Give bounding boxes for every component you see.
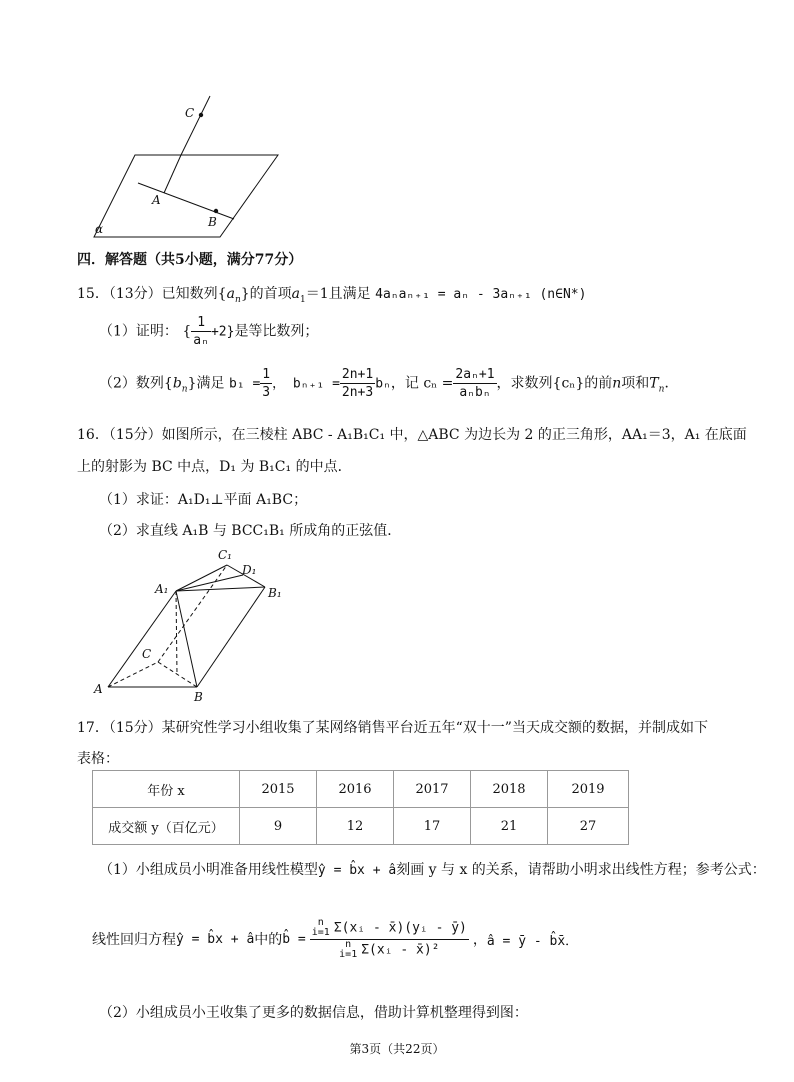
- q17-part1-text: （1）小组成员小明准备用线性模型: [99, 862, 318, 878]
- table-header-amount: 成交额 y（百亿元）: [93, 808, 240, 845]
- q15-cn-t: T: [649, 375, 659, 392]
- q15-b1-den: 3: [262, 385, 271, 400]
- q15-part1-num: 1: [191, 314, 211, 332]
- page-footer: 第3页（共22页）: [349, 1042, 445, 1056]
- q15-part1-den: aₙ: [193, 333, 209, 348]
- q15-cn-n: n: [612, 375, 622, 392]
- formula-numerator: Σ(xᵢ - x̄)(yᵢ - ȳ): [333, 920, 467, 936]
- formula-mid: 中的: [254, 932, 283, 948]
- table-cell: 27: [548, 808, 629, 845]
- table-cell: 12: [317, 808, 394, 845]
- label-c: C: [185, 106, 195, 120]
- q15-a1: a: [291, 286, 301, 302]
- q15-part2-text: }满足: [187, 375, 225, 392]
- q16-line2: 上的射影为 BC 中点，D₁ 为 B₁C₁ 的中点．: [77, 459, 352, 475]
- sum-bottom: i=1: [339, 948, 358, 960]
- sum-top: n: [317, 917, 324, 928]
- table-header-year: 年份 x: [93, 771, 240, 808]
- point-b: [214, 209, 218, 213]
- q15-cn-tail2: 项和: [621, 375, 650, 392]
- q15-b1-num: 1: [262, 367, 271, 382]
- plane-alpha: [94, 155, 278, 237]
- q17-line1: [77, 717, 708, 737]
- table-cell: 2016: [317, 771, 394, 808]
- q15-stem: 15．（13分）已知数列$\{a_n\}$的首项$a_1=1$且满足 4aₙaₙ₊₁ = aₙ - 3aₙ₊₁ (n∈N*): [77, 286, 587, 305]
- q16-part1: （1）求证：A₁D₁⊥平面 A₁BC；: [99, 492, 308, 508]
- q15-text: 已知数列{: [161, 286, 227, 302]
- q15-cn-end: ．: [664, 375, 679, 392]
- table-row: [93, 808, 629, 845]
- table-cell: 9: [240, 808, 317, 845]
- formula-denominator: Σ(xᵢ - x̄)²: [361, 942, 440, 957]
- q15-number: 15．: [77, 286, 109, 302]
- line-ac-upper: [181, 96, 210, 155]
- q17-text1: 某研究性学习小组收集了某网络销售平台近五年“双十一”当天成交额的数据，并制成如下: [161, 720, 708, 736]
- label-d1: D₁: [242, 563, 257, 577]
- formula-sep: ，: [472, 932, 487, 948]
- table-row: [93, 771, 629, 808]
- q16-score: （15分）: [108, 427, 162, 443]
- q15-score: （13分）: [108, 286, 162, 302]
- q15-bn1-den: 2n+3: [341, 385, 374, 400]
- q16-line1: [77, 424, 747, 444]
- label-b: B: [208, 215, 217, 229]
- q17-part1: [99, 859, 766, 879]
- line-ac-lower: [164, 155, 181, 193]
- label-a: A: [152, 193, 161, 207]
- q17-score: （15分）: [108, 720, 162, 736]
- q17-part1-model: ŷ = b̂x + â: [317, 863, 397, 878]
- table-cell: 2015: [240, 771, 317, 808]
- q15-part1: （1）证明： { $\frac{1}{\text{aₙ}}$ +2}是等比数列；: [99, 315, 319, 348]
- table-cell: 2017: [394, 771, 471, 808]
- label-c: C: [142, 647, 152, 661]
- plane-figure: [80, 90, 290, 240]
- q17-formula: [92, 893, 578, 985]
- q15-text-b: }的首项: [240, 286, 292, 302]
- q15-b1-label: b₁ =: [228, 376, 261, 392]
- q17-part1-text2: 刻画 y 与 x 的关系，请帮助小明求出线性方程；参考公式：: [396, 862, 766, 878]
- label-a: A: [94, 682, 103, 696]
- q15-cn-num: 2aₙ+1: [455, 367, 495, 382]
- formula-a: â = ȳ - b̂x̄．: [486, 933, 579, 949]
- sales-table: [92, 770, 629, 845]
- q15-bn1-tail: bₙ: [375, 376, 391, 392]
- prism-figure: [90, 545, 310, 705]
- q15-part2: （2）数列$\{b_n\}$满足 b₁ = $\frac{1}{3}$ ， bₙ₊₁ = $\frac{2n+1}{2n+3}$ bₙ，记 cₙ = $\frac{\text{2aₙ+1}}{\text{aₙbₙ}}$ ，求数列{cₙ}的前n项和$T_n$．: [99, 367, 679, 400]
- sum-top: n: [345, 938, 352, 950]
- q15-part2-label: （2）数列{: [99, 375, 173, 392]
- table-cell: 2018: [471, 771, 548, 808]
- formula-b: b̂ =: [282, 931, 306, 947]
- q15-cn-den: aₙbₙ: [459, 385, 491, 400]
- formula-intro: 线性回归方程: [92, 932, 176, 948]
- q15-an: a: [226, 286, 235, 302]
- q15-text-c: ＝1且满足: [305, 286, 371, 302]
- q15-bn1-label: ， bₙ₊₁ =: [272, 376, 340, 392]
- section-heading: 四．解答题（共5小题，满分77分）: [77, 252, 303, 268]
- sum-bottom: i=1: [311, 927, 330, 938]
- label-b1: B₁: [268, 586, 282, 600]
- q15-part1-tail: 是等比数列；: [234, 323, 319, 340]
- q17-part2: （2）小组成员小王收集了更多的数据信息，借助计算机整理得到图：: [99, 1005, 528, 1021]
- q17-number: 17．: [77, 720, 109, 736]
- q16-text1: 如图所示，在三棱柱 ABC - A₁B₁C₁ 中，△ABC 为边长为 2 的正三角形，AA₁＝3，A₁ 在底面: [161, 427, 747, 443]
- q15-bn: b: [172, 375, 182, 392]
- q15-cn-tail: ，求数列{cₙ}的前: [496, 375, 613, 392]
- q15-relation: 4aₙaₙ₊₁ = aₙ - 3aₙ₊₁ (n∈N*): [375, 287, 587, 302]
- q15-part1-plus: +2}: [210, 324, 235, 340]
- label-b: B: [194, 690, 203, 704]
- q15-part1-label: （1）证明：: [99, 323, 178, 340]
- formula-eq: ŷ = b̂x + â: [176, 931, 255, 947]
- q17-line2: 表格：: [77, 751, 119, 767]
- q16-part2: （2）求直线 A₁B 与 BCC₁B₁ 所成角的正弦值．: [99, 523, 402, 539]
- table-cell: 21: [471, 808, 548, 845]
- label-a1: A₁: [155, 582, 169, 596]
- point-c: [199, 113, 203, 117]
- table-cell: 17: [394, 808, 471, 845]
- label-c1: C₁: [218, 548, 232, 562]
- q16-number: 16．: [77, 427, 109, 443]
- q15-cn-intro: ，记 cₙ =: [390, 375, 454, 392]
- table-cell: 2019: [548, 771, 629, 808]
- q15-bn1-num: 2n+1: [341, 367, 374, 382]
- label-alpha: α: [95, 222, 104, 236]
